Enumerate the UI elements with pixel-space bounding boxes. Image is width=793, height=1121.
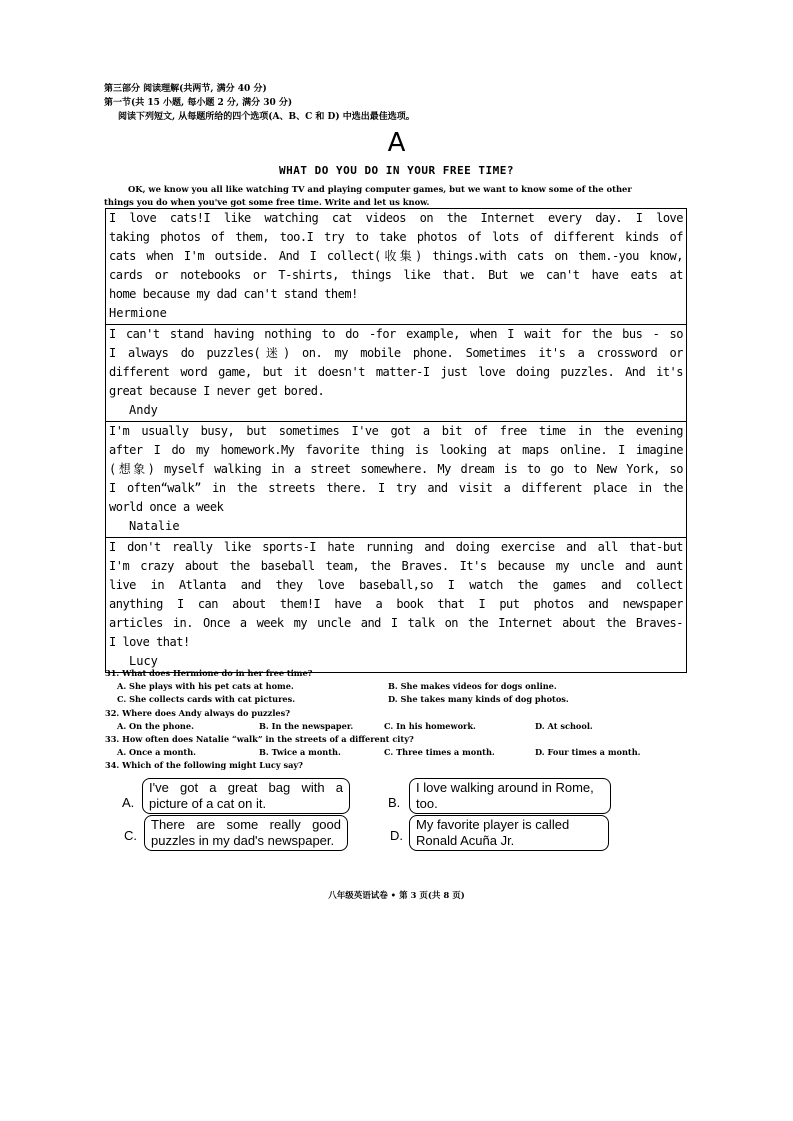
entry-line: I'm crazy about the baseball team, the Braves. It's because my uncle and aunt: [109, 559, 683, 573]
entry-natalie: [106, 422, 686, 538]
entry-line: I can't stand having nothing to do -for example, when I wait for the bus - so: [109, 327, 683, 341]
bubble-line: too.: [416, 796, 438, 811]
entry-line: great because I never get bored.: [109, 384, 325, 398]
entry-andy: [106, 325, 686, 422]
entry-hermione: [106, 209, 686, 325]
question-stem: [105, 707, 685, 720]
entry-line: I don't really like sports-I hate running and doing exercise and all that-but: [109, 540, 683, 554]
entry-author: Natalie: [129, 519, 180, 533]
q34-option-d-letter[interactable]: D.: [390, 828, 403, 843]
entry-line: I love cats!I like watching cat videos on the Internet every day. I love: [109, 211, 683, 225]
entry-line: anything I can about them!I have a book that I put photos and newspaper: [109, 597, 683, 611]
passage-letter: A: [387, 128, 406, 158]
q31-option-b[interactable]: B. She makes videos for dogs online.: [388, 681, 557, 692]
entry-line: world once a week: [109, 500, 224, 514]
bubble-line: picture of a cat on it.: [149, 796, 267, 811]
entry-author: Andy: [129, 403, 158, 417]
question-stem: [105, 759, 685, 772]
q34-option-a-bubble[interactable]: [142, 778, 350, 814]
option-row: [105, 720, 685, 733]
entry-line: different word game, but it doesn't matter-I just love doing puzzles. And it's: [109, 365, 683, 379]
entry-line: cards or notebooks or T-shirts, things like that. But we can't have eats at: [109, 268, 683, 282]
bubble-line: Ronald Acuña Jr.: [416, 833, 515, 848]
intro-line: things you do when you've got some free time. Write and let us know.: [104, 197, 430, 207]
q33-option-c[interactable]: C. Three times a month.: [384, 747, 495, 758]
bubble-line: I've got a great bag with a: [149, 780, 343, 795]
option-row: [105, 693, 685, 706]
entry-author: Hermione: [109, 306, 167, 320]
section-heading: 第一节(共 15 小题, 每小题 2 分, 满分 30 分): [104, 98, 293, 108]
entry-line: home because my dad can't stand them!: [109, 287, 358, 301]
q31-option-c[interactable]: C. She collects cards with cat pictures.: [117, 694, 296, 705]
q34-option-c-letter[interactable]: C.: [124, 828, 137, 843]
questions: [105, 667, 685, 773]
q34-option-b-letter[interactable]: B.: [388, 795, 401, 810]
bubble-line: I love walking around in Rome,: [416, 780, 594, 795]
passage-title: WHAT DO YOU DO IN YOUR FREE TIME?: [278, 164, 515, 177]
bubble-line: There are some really good: [151, 817, 341, 832]
q32-option-a[interactable]: A. On the phone.: [117, 720, 194, 731]
entry-lucy: [106, 538, 686, 673]
bubble-line: My favorite player is called: [416, 817, 570, 832]
entry-line: taking photos of them, too.I try to take photos of lots of different kinds of: [109, 230, 683, 244]
entry-line: articles in. Once a week my uncle and I talk on the Internet about the Braves-: [109, 616, 683, 630]
q32-option-d[interactable]: D. At school.: [535, 720, 593, 731]
entry-line: (想象) myself walking in a street somewhere. My dream is to go to New York, so: [109, 462, 683, 476]
entry-line: I often“walk” in the streets there. I try and visit a different place in the: [109, 481, 683, 495]
q32-option-b[interactable]: B. In the newspaper.: [259, 720, 354, 731]
entry-line: I love that!: [109, 635, 190, 649]
q34-option-d-bubble[interactable]: [409, 815, 609, 851]
question-stem: [105, 733, 685, 746]
question-31-stem: 31. What does Hermione do in her free time?: [105, 668, 313, 678]
question-34-stem: 34. Which of the following might Lucy say?: [105, 760, 303, 771]
q33-option-b[interactable]: B. Twice a month.: [259, 747, 341, 758]
entry-line: I always do puzzles(迷) on. my mobile phone. Sometimes it's a crossword or: [109, 346, 683, 360]
q32-option-c[interactable]: C. In his homework.: [384, 720, 476, 731]
intro-line: OK, we know you all like watching TV and playing computer games, but we want to know some of the other: [128, 184, 632, 194]
entry-line: live in Atlanta and they love baseball,so I watch the games and collect: [109, 578, 683, 592]
q31-option-d[interactable]: D. She takes many kinds of dog photos.: [388, 694, 569, 705]
q34-option-c-bubble[interactable]: [144, 815, 348, 851]
bubble-line: puzzles in my dad's newspaper.: [151, 833, 335, 848]
question-stem: [105, 667, 685, 680]
passage-table: [105, 208, 687, 673]
q31-option-a[interactable]: A. She plays with his pet cats at home.: [117, 681, 294, 692]
entry-line: cats when I'm outside. And I collect(收集) things.with cats on them.-you know,: [109, 249, 683, 263]
page-footer: 八年级英语试卷 • 第 3 页(共 8 页): [328, 891, 465, 901]
option-row: [105, 680, 685, 693]
q34-option-b-bubble[interactable]: [409, 778, 611, 814]
question-32-stem: 32. Where does Andy always do puzzles?: [105, 707, 291, 718]
entry-author: Lucy: [129, 654, 158, 668]
question-33-stem: 33. How often does Natalie “walk” in the streets of a different city?: [105, 733, 414, 744]
passage-intro: [104, 183, 674, 209]
part-heading: 第三部分 阅读理解(共两节, 满分 40 分): [104, 84, 267, 94]
q33-option-a[interactable]: A. Once a month.: [117, 747, 197, 758]
instruction-text: 阅读下列短文, 从每题所给的四个选项(A、B、C 和 D) 中选出最佳选项。: [118, 112, 415, 122]
entry-line: after I do my homework.My favorite thing is looking at maps online. I imagine: [109, 443, 683, 457]
option-row: [105, 746, 685, 759]
q33-option-d[interactable]: D. Four times a month.: [535, 747, 641, 758]
entry-line: I'm usually busy, but sometimes I've got a bit of free time in the evening: [109, 424, 683, 438]
q34-option-a-letter[interactable]: A.: [122, 795, 135, 810]
